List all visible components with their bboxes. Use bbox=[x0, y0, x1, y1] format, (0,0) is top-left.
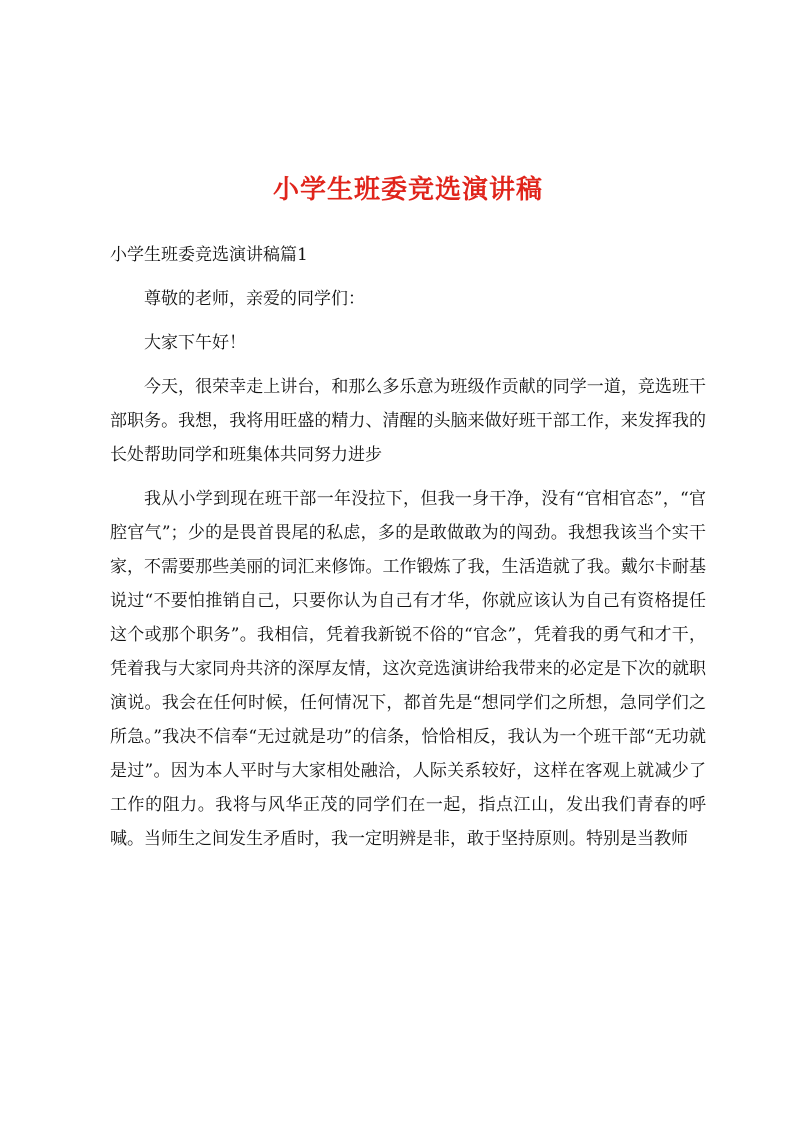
document-title: 小学生班委竞选演讲稿 bbox=[272, 175, 543, 205]
salutation-paragraph: 尊敬的老师，亲爱的同学们： bbox=[144, 289, 365, 309]
section-heading: 小学生班委竞选演讲稿篇1 bbox=[110, 245, 308, 265]
intro-paragraph: 今天，很荣幸走上讲台，和那么多乐意为班级作贡献的同学一道，竞选班干部职务。我想，我将用旺盛的精力、清醒的头脑来做好班干部工作，来发挥我的长处帮助同学和班集体共同努力进步 bbox=[110, 377, 706, 465]
greeting-paragraph: 大家下午好！ bbox=[144, 333, 246, 353]
body-paragraph: 我从小学到现在班干部一年没拉下，但我一身干净，没有“官相官态”，“官腔官气”；少的是畏首畏尾的私虑，多的是敢做敢为的闯劲。我想我该当个实干家，不需要那些美丽的词汇来修饰。工作锻炼了我，生活造就了我。戴尔卡耐基说过“不要怕推销自己，只要你认为自己有才华，你就应该认为自己有资格提任这个或那个职务”。我相信，凭着我新锐不俗的“官念”，凭着我的勇气和才干，凭着我与大家同舟共济的深厚友情，这次竞选演讲给我带来的必定是下次的就职演说。我会在任何时候，任何情况下，都首先是“想同学们之所想，急同学们之所急。”我决不信奉“无过就是功”的信条，恰恰相反，我认为一个班干部“无功就是过”。因为本人平时与大家相处融洽，人际关系较好，这样在客观上就减少了工作的阻力。我将与风华正茂的同学们在一起，指点江山，发出我们青春的呼喊。当师生之间发生矛盾时，我一定明辨是非，敢于坚持原则。特别是当教师 bbox=[110, 489, 706, 849]
